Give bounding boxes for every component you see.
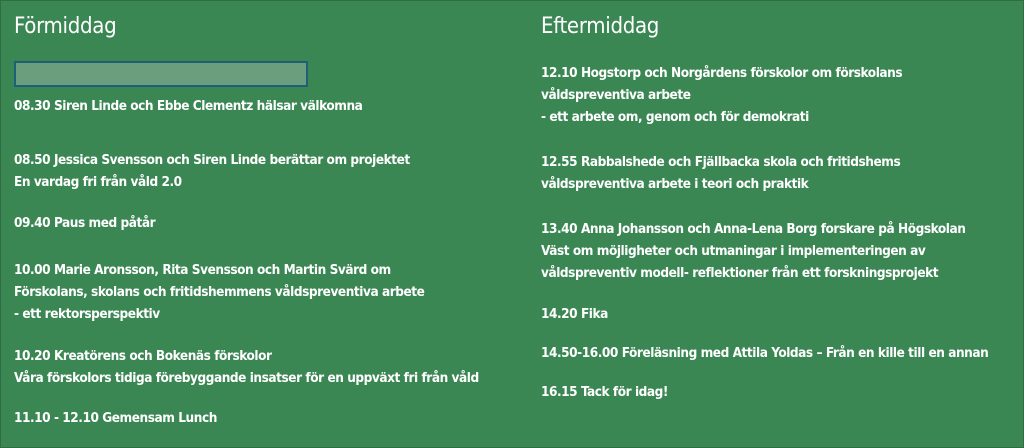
- agenda-line: 14.50-16.00 Föreläsning med Attila Yoldas – Från en kille till en annan: [541, 345, 989, 361]
- empty-text-box[interactable]: [14, 61, 308, 87]
- agenda-item: [14, 259, 424, 325]
- agenda-line: Förskolans, skolans och fritidshemmens våldspreventiva arbete: [14, 284, 425, 300]
- agenda-line: - ett arbete om, genom och för demokrati: [541, 109, 809, 125]
- agenda-line: 13.40 Anna Johansson och Anna-Lena Borg forskare på Högskolan: [541, 221, 966, 237]
- agenda-line: 08.30 Siren Linde och Ebbe Clementz hälsar välkomna: [14, 98, 363, 114]
- agenda-item: [14, 149, 410, 193]
- agenda-item: [14, 407, 217, 429]
- agenda-line: 12.55 Rabbalshede och Fjällbacka skola och fritidshems: [541, 154, 901, 170]
- agenda-line: 16.15 Tack för idag!: [541, 384, 669, 400]
- agenda-item: [14, 95, 362, 117]
- agenda-line: våldspreventiva arbete i teori och praktik: [541, 176, 809, 192]
- agenda-line: 11.10 - 12.10 Gemensam Lunch: [14, 410, 217, 426]
- agenda-line: våldspreventiv modell- reflektioner från ett forskningsprojekt: [541, 265, 939, 281]
- agenda-line: En vardag fri från våld 2.0: [14, 174, 182, 190]
- agenda-item: [14, 212, 155, 234]
- agenda-line: våldspreventiva arbete: [541, 87, 691, 103]
- agenda-item: [541, 342, 988, 364]
- agenda-line: 10.00 Marie Aronsson, Rita Svensson och Martin Svärd om: [14, 262, 391, 278]
- morning-heading: Förmiddag: [14, 14, 117, 39]
- agenda-item: [541, 303, 608, 325]
- agenda-line: 08.50 Jessica Svensson och Siren Linde berättar om projektet: [14, 152, 410, 168]
- agenda-item: [541, 381, 668, 403]
- agenda-line: 14.20 Fika: [541, 306, 608, 322]
- agenda-item: [541, 151, 900, 195]
- agenda-line: 10.20 Kreatörens och Bokenäs förskolor: [14, 348, 272, 364]
- agenda-line: 12.10 Hogstorp och Norgårdens förskolor om förskolans: [541, 65, 903, 81]
- agenda-item: [541, 62, 902, 128]
- agenda-line: Väst om möjligheter och utmaningar i implementeringen av: [541, 243, 926, 259]
- agenda-item: [541, 218, 965, 284]
- agenda-line: - ett rektorsperspektiv: [14, 306, 160, 322]
- afternoon-heading: Eftermiddag: [541, 14, 660, 39]
- agenda-line: 09.40 Paus med påtår: [14, 215, 156, 231]
- agenda-item: [14, 345, 479, 389]
- agenda-line: Våra förskolors tidiga förebyggande insatser för en uppväxt fri från våld: [14, 370, 479, 386]
